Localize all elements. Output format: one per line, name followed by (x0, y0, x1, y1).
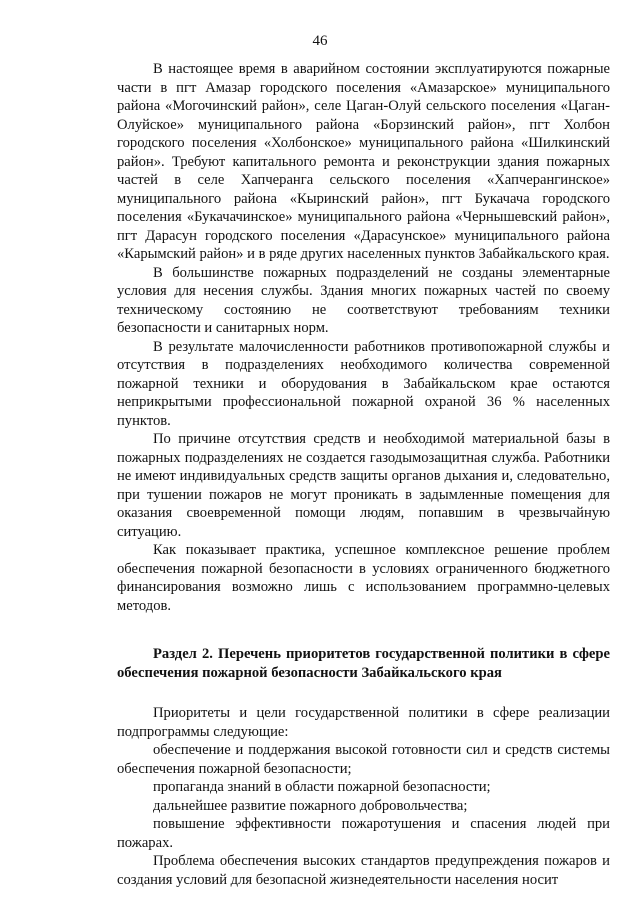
paragraph-gas-smoke-service: По причине отсутствия средств и необходимой материальной базы в пожарных подразделениях не создается газодымозащитная служба. Работники не имеют индивидуальных средств защиты органов дыхания и, следовательно, при тушении пожаров не могут проникать в задымленные помещения для оказания своевременной помощи людям, попавшим в чрезвычайную ситуацию. (117, 431, 610, 540)
paragraph-staff-shortage: В результате малочисленности работников противопожарной службы и отсутствия в подразделениях необходимого количества современной пожарной техники и оборудования в Забайкальском крае остаются неприкрытыми профессиональной пожарной охраной 36 % населенных пунктов. (117, 338, 610, 429)
document-body (117, 60, 610, 889)
paragraph-priorities-intro: Приоритеты и цели государственной политики в сфере реализации подпрограммы следующие: (117, 705, 610, 740)
priority-item: пропаганда знаний в области пожарной безопасности; (153, 779, 491, 795)
priority-item: обеспечение и поддержания высокой готовности сил и средств системы обеспечения пожарной безопасности; (117, 742, 610, 777)
priority-item: дальнейшее развитие пожарного добровольчества; (153, 797, 468, 814)
section-heading: Раздел 2. Перечень приоритетов государственной политики в сфере обеспечения пожарной безопасности Забайкальского края (117, 646, 610, 681)
page-number: 46 (312, 33, 328, 49)
paragraph-service-conditions: В большинстве пожарных подразделений не созданы элементарные условия для несения службы. Здания многих пожарных частей по своему техническому состоянию не соответствуют требованиям техники безопасности и санитарных норм. (117, 264, 610, 336)
priority-item: повышение эффективности пожаротушения и спасения людей при пожарах. (117, 816, 610, 851)
paragraph-program-methods: Как показывает практика, успешное комплексное решение проблем обеспечения пожарной безопасности в условиях ограниченного бюджетного финансирования возможно лишь с использованием программно-целевых методов. (117, 542, 610, 614)
paragraph-emergency-fire-stations: В настоящее время в аварийном состоянии эксплуатируются пожарные части в пгт Амазар городского поселения «Амазарское» муниципального района «Могочинский район», селе Цаган-Олуй сельского поселения «Цаган-Олуйское» муниципального района «Борзинский район», пгт Холбон городского поселения «Холбонское» муниципального района «Шилкинский район». Требуют капитального ремонта и реконструкции здания пожарных частей в селе Хапчеранга сельского поселения «Хапчерангинское» муниципального района «Кыринский район», пгт Букачача городского поселения «Букачачинское» муниципального района «Чернышевский район», пгт Дарасун городского поселения «Дарасунское» муниципального района «Карымский район» и в ряде других населенных пунктов Забайкальского края. (117, 61, 610, 262)
paragraph-standards-problem: Проблема обеспечения высоких стандартов предупреждения пожаров и создания условий для безопасной жизнедеятельности населения носит (117, 853, 610, 888)
